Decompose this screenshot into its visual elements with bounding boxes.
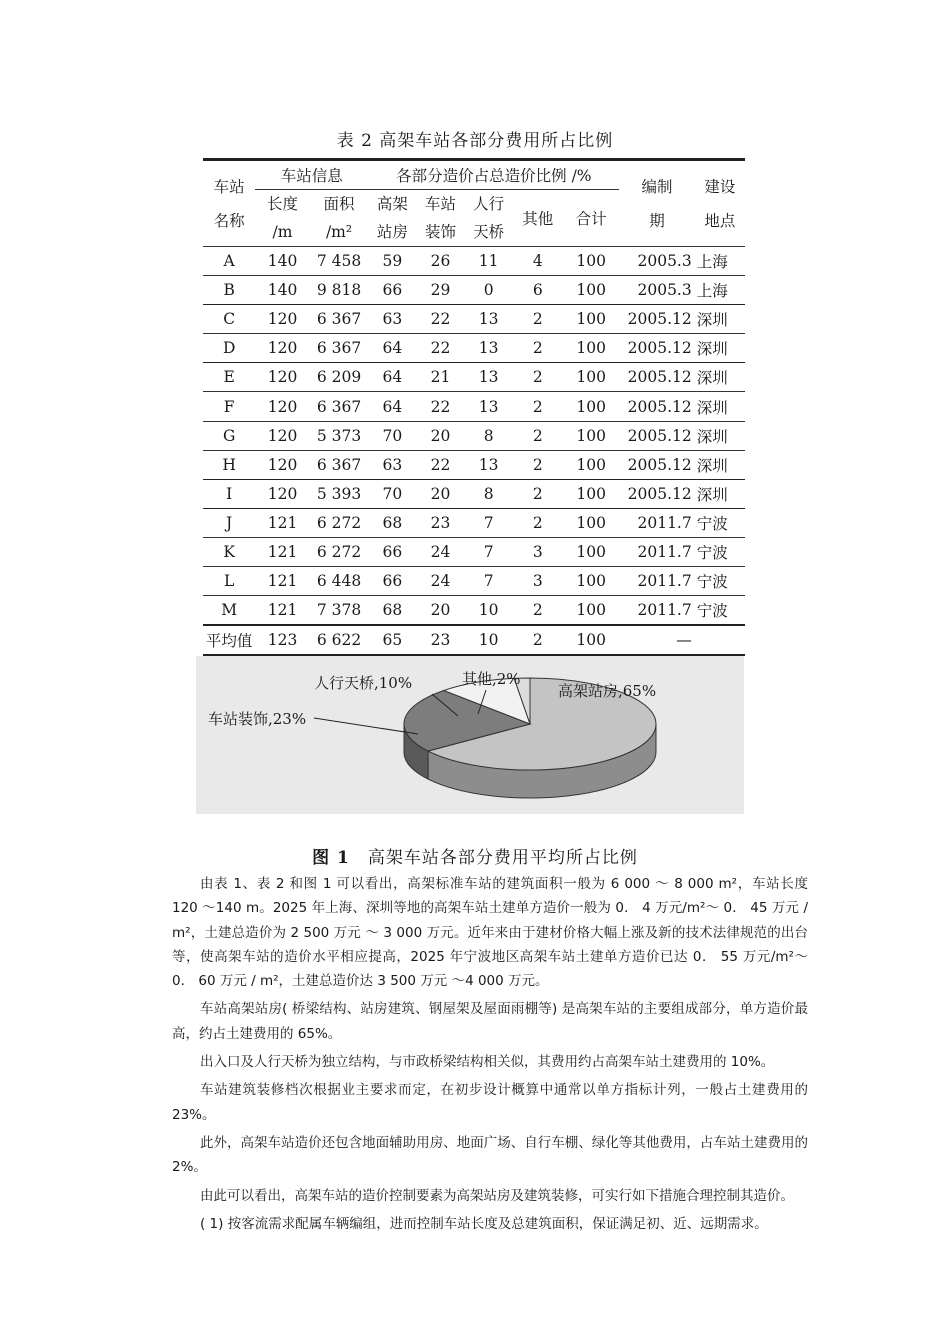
table-cell: 64 [368, 363, 416, 392]
table-cell: 20 [416, 479, 464, 508]
table-row [203, 392, 745, 421]
table-cell: 64 [368, 392, 416, 421]
table-cell: 8 [465, 479, 513, 508]
table-cell: 7 [465, 508, 513, 537]
table-cell: 2011.7 [619, 596, 694, 626]
table-cell: 深圳 [695, 450, 745, 479]
table-cell: 6 272 [310, 537, 369, 566]
table-cell: M [203, 596, 255, 626]
table-row [203, 567, 745, 596]
table-row [203, 479, 745, 508]
table-cell: 6 209 [310, 363, 369, 392]
table-cell: 100 [563, 508, 620, 537]
table-cell: 22 [416, 305, 464, 334]
table-cell: 121 [255, 508, 309, 537]
table-cell: 63 [368, 450, 416, 479]
table-cell: 100 [563, 567, 620, 596]
table-cell: 65 [368, 625, 416, 655]
table-cell: 11 [465, 247, 513, 276]
table-cell: 2005.12 [619, 363, 694, 392]
table-cell: 2 [513, 363, 563, 392]
table-cell: 6 367 [310, 305, 369, 334]
table-cell: 2 [513, 596, 563, 626]
table-cell: 100 [563, 625, 620, 655]
header-location: 建设 地点 [704, 177, 736, 230]
table-cell: 59 [368, 247, 416, 276]
table-cell: 120 [255, 334, 309, 363]
table-cell: J [203, 508, 255, 537]
table-cell: 6 367 [310, 392, 369, 421]
table-cell: I [203, 479, 255, 508]
table-cell: 121 [255, 567, 309, 596]
table-cell: 3 [513, 567, 563, 596]
table-cell: L [203, 567, 255, 596]
table-cell: 2 [513, 479, 563, 508]
table-cell: 5 373 [310, 421, 369, 450]
table-cell: 6 272 [310, 508, 369, 537]
table-cell [695, 625, 745, 655]
table-cell: 2 [513, 305, 563, 334]
table-cell: 10 [465, 625, 513, 655]
table-row [203, 596, 745, 626]
table-row [203, 537, 745, 566]
table-cell: 100 [563, 479, 620, 508]
body-text [172, 872, 808, 1240]
header-cost-share: 各部分造价占总造价比例 /% [368, 160, 619, 190]
paragraph: ( 1) 按客流需求配属车辆编组，进而控制车站长度及总建筑面积，保证满足初、近、远期需求。 [200, 1215, 768, 1232]
table-cell: 2005.12 [619, 450, 694, 479]
table-cell: 63 [368, 305, 416, 334]
paragraph: 车站高架站房( 桥梁结构、站房建筑、钢屋架及屋面雨棚等) 是高架车站的主要组成部分，单方造价最高，约占土建费用的 65%。 [172, 1001, 808, 1042]
table-cell: 宁波 [695, 508, 745, 537]
table-cell: 2005.12 [619, 479, 694, 508]
figure-number: 图 1 [312, 848, 350, 868]
table-cell: 2005.12 [619, 334, 694, 363]
table-cell: 上海 [695, 247, 745, 276]
header-decoration: 车站 装饰 [424, 195, 456, 241]
table-cell: 64 [368, 334, 416, 363]
table-cell: 7 [465, 567, 513, 596]
paragraph: 此外，高架车站造价还包含地面辅助用房、地面广场、自行车棚、绿化等其他费用，占车站土建费用的 2%。 [172, 1134, 808, 1176]
table-cell: 13 [465, 305, 513, 334]
table-cell: 70 [368, 421, 416, 450]
table-cell: E [203, 363, 255, 392]
table-cell: 100 [563, 305, 620, 334]
header-elevated-room: 高架 站房 [376, 195, 408, 241]
table-cell: 7 458 [310, 247, 369, 276]
table-cell: 2 [513, 508, 563, 537]
table-cell: 13 [465, 363, 513, 392]
table-row [203, 625, 745, 655]
table-cell: 9 818 [310, 276, 369, 305]
table-cell: 120 [255, 450, 309, 479]
pie-label-2: 人行天桥,10% [314, 674, 413, 692]
pie-chart [196, 656, 744, 814]
figure-caption-text: 高架车站各部分费用平均所占比例 [367, 848, 638, 868]
table-cell: 121 [255, 537, 309, 566]
table-cell: 120 [255, 305, 309, 334]
table-cell: 13 [465, 450, 513, 479]
table-cell: 3 [513, 537, 563, 566]
table-cell: 100 [563, 247, 620, 276]
table-cell: H [203, 450, 255, 479]
table-cell: 100 [563, 421, 620, 450]
pie-leader-1 [314, 718, 418, 734]
pie-label-1: 车站装饰,23% [208, 710, 307, 728]
table-cell: 120 [255, 479, 309, 508]
table-cell: 140 [255, 276, 309, 305]
paragraph: 由此可以看出，高架车站的造价控制要素为高架站房及建筑装修，可实行如下措施合理控制其造价。 [200, 1187, 794, 1204]
table-cell: 2 [513, 625, 563, 655]
table-cell: 26 [416, 247, 464, 276]
table-title: 表 2 高架车站各部分费用所占比例 [336, 131, 614, 151]
table-cell: 2011.7 [619, 508, 694, 537]
table-cell: 10 [465, 596, 513, 626]
header-length: 长度 /m [267, 195, 299, 241]
table-cell: 100 [563, 363, 620, 392]
paragraph: 由表 1、表 2 和图 1 可以看出，高架标准车站的建筑面积一般为 6 000 ～ 8 000 m²，车站长度 120 ～140 m。2025 年上海、深圳等地的高架车站土建单方造价一般为 0． 4 万元/m²～ 0． 45 万元 / m²，土建总造价为 2 500 万元 ～ 3 000 万元。近年来由于建材价格大幅上涨及新的技术法律规范的出台等，使高架车站的造价水平相应提高，2025 年宁波地区高架车站土建单方造价已达 0． 55 万元/m²～ 0． 60 万元 / m²，土建总造价达 3 500 万元 ～4 000 万元。 [172, 876, 808, 990]
header-area: 面积 /m² [323, 195, 355, 241]
table-cell: 6 367 [310, 450, 369, 479]
table-cell: 13 [465, 334, 513, 363]
table-cell: 140 [255, 247, 309, 276]
table-cell: 6 622 [310, 625, 369, 655]
table-cell: 2 [513, 421, 563, 450]
table-cell: 68 [368, 508, 416, 537]
table-cell: 22 [416, 392, 464, 421]
table-cell: F [203, 392, 255, 421]
table-cell: 6 448 [310, 567, 369, 596]
table-cell: 13 [465, 392, 513, 421]
pie-label-3: 其他,2% [462, 670, 521, 688]
table-cell: 深圳 [695, 363, 745, 392]
table-cell: 深圳 [695, 334, 745, 363]
table-cell: 0 [465, 276, 513, 305]
header-footbridge: 人行 天桥 [473, 195, 505, 241]
table-cell: 2 [513, 334, 563, 363]
table-cell: 29 [416, 276, 464, 305]
table-cell: 宁波 [695, 537, 745, 566]
table-row [203, 334, 745, 363]
table-cell: 8 [465, 421, 513, 450]
table-body [203, 247, 745, 656]
table-row [203, 247, 745, 276]
table-cell: 20 [416, 596, 464, 626]
table-cell: 21 [416, 363, 464, 392]
table-cell: 23 [416, 625, 464, 655]
paragraph: 车站建筑装修档次根据业主要求而定，在初步设计概算中通常以单方指标计列，一般占土建费用的 23%。 [172, 1082, 808, 1123]
table-cell: 68 [368, 596, 416, 626]
table-cell: 6 [513, 276, 563, 305]
figure-caption [0, 843, 950, 868]
header-compile-period: 编制 期 [641, 177, 673, 230]
table-cell: 100 [563, 537, 620, 566]
table-cell: 深圳 [695, 421, 745, 450]
table-cell: 7 [465, 537, 513, 566]
table-cell: 2011.7 [619, 567, 694, 596]
table-cell: 2 [513, 450, 563, 479]
table-cell: 5 393 [310, 479, 369, 508]
header-total: 合计 [575, 210, 607, 228]
table-cell: 深圳 [695, 392, 745, 421]
table-row [203, 363, 745, 392]
pie-chart-svg [196, 656, 744, 814]
header-other: 其他 [522, 210, 554, 228]
table-cell: 24 [416, 567, 464, 596]
table-cell: 宁波 [695, 567, 745, 596]
table-cell: B [203, 276, 255, 305]
table-cell: 120 [255, 421, 309, 450]
table-cell: 2005.3 [619, 247, 694, 276]
table-cell: 66 [368, 276, 416, 305]
table-cell: 深圳 [695, 479, 745, 508]
pie-label-0: 高架站房,65% [558, 682, 657, 700]
table-cell: 66 [368, 537, 416, 566]
table-row [203, 305, 745, 334]
cost-table-wrapper [203, 158, 745, 656]
table-cell: 20 [416, 421, 464, 450]
table-cell: 100 [563, 392, 620, 421]
table-cell: D [203, 334, 255, 363]
table-cell: 2005.12 [619, 421, 694, 450]
table-cell: 7 378 [310, 596, 369, 626]
table-cell: G [203, 421, 255, 450]
table-cell: 23 [416, 508, 464, 537]
table-cell: 4 [513, 247, 563, 276]
table-cell: 24 [416, 537, 464, 566]
table-cell: 宁波 [695, 596, 745, 626]
table-cell: 120 [255, 363, 309, 392]
table-cell: 66 [368, 567, 416, 596]
table-cell: 100 [563, 450, 620, 479]
table-cell: 22 [416, 450, 464, 479]
table-cell: 2 [513, 392, 563, 421]
table-cell: 70 [368, 479, 416, 508]
table-cell: 平均值 [203, 625, 255, 655]
table-cell: C [203, 305, 255, 334]
table-row [203, 276, 745, 305]
table-cell: 120 [255, 392, 309, 421]
table-cell: 22 [416, 334, 464, 363]
table-cell: A [203, 247, 255, 276]
header-station-info: 车站信息 [255, 160, 368, 190]
table-cell: 2005.12 [619, 392, 694, 421]
table-row [203, 421, 745, 450]
table-cell: — [619, 625, 694, 655]
header-station-name: 车站 名称 [213, 177, 245, 230]
table-cell: K [203, 537, 255, 566]
table-cell: 上海 [695, 276, 745, 305]
table-row [203, 508, 745, 537]
table-cell: 100 [563, 276, 620, 305]
table-cell: 深圳 [695, 305, 745, 334]
table-row [203, 450, 745, 479]
table-cell: 2005.3 [619, 276, 694, 305]
table-cell: 121 [255, 596, 309, 626]
table-cell: 2005.12 [619, 305, 694, 334]
table-cell: 100 [563, 334, 620, 363]
cost-ratio-table [203, 158, 745, 656]
table-cell: 6 367 [310, 334, 369, 363]
table-cell: 123 [255, 625, 309, 655]
table-cell: 2011.7 [619, 537, 694, 566]
paragraph: 出入口及人行天桥为独立结构，与市政桥梁结构相关似，其费用约占高架车站土建费用的 10%。 [200, 1054, 775, 1071]
table-cell: 100 [563, 596, 620, 626]
